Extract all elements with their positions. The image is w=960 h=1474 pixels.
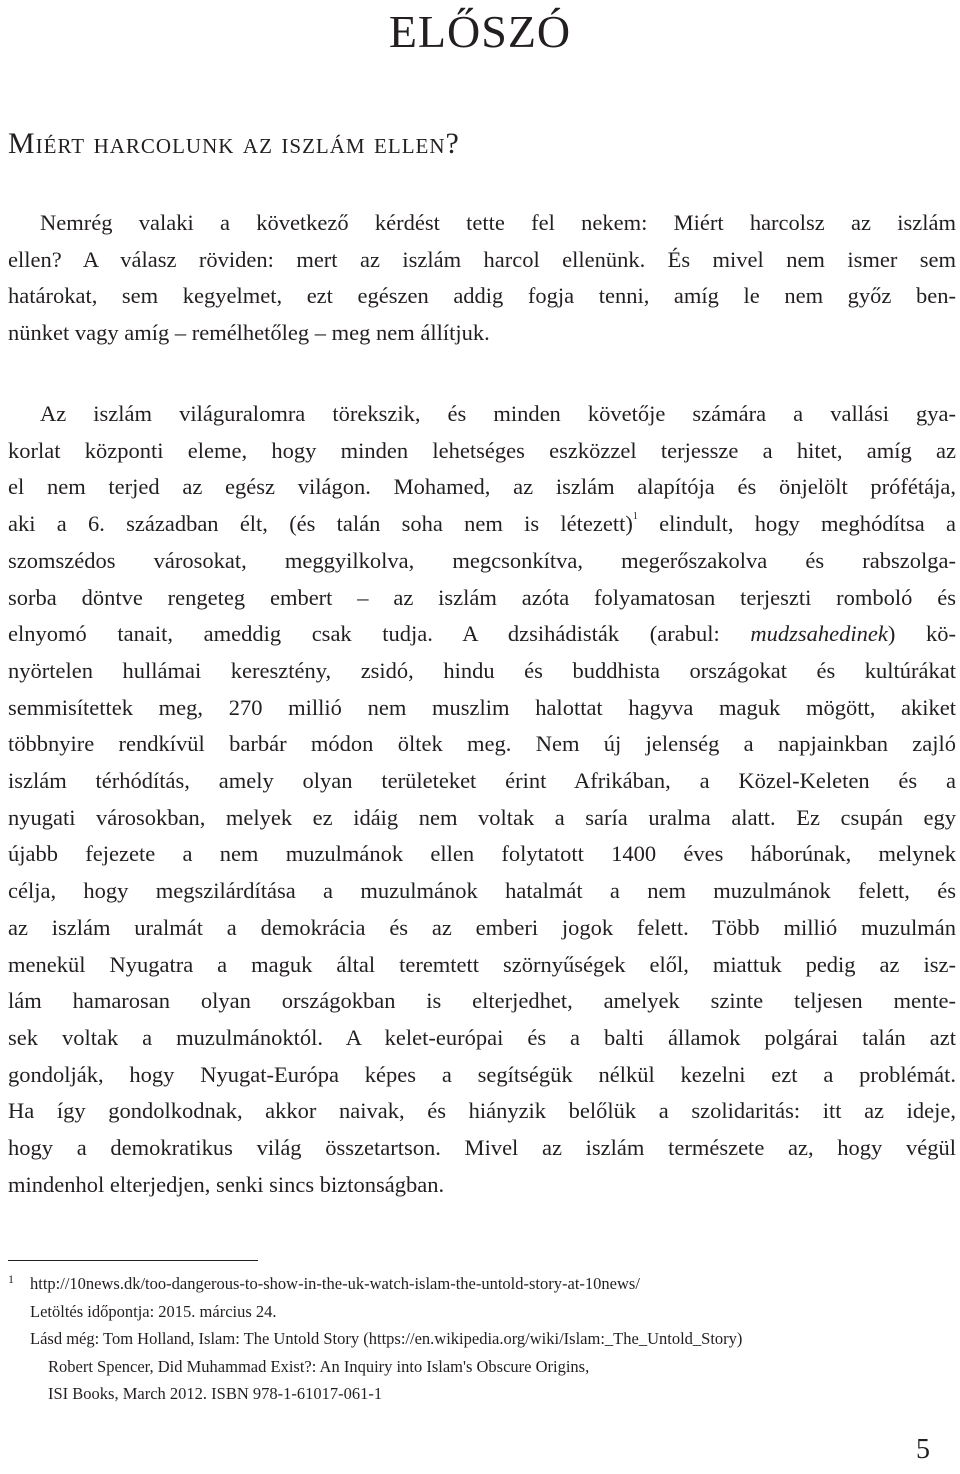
footnote-line: ISI Books, March 2012. ISBN 978-1-61017-061-1 <box>48 1384 383 1403</box>
paragraph-line: szomszédos városokat, meggyilkolva, megcsonkítva, megerőszakolva és rabszolga- <box>8 547 956 573</box>
paragraph-line: sorba döntve rengeteg embert – az iszlám azóta folyamatosan terjeszti romboló és <box>8 584 956 610</box>
paragraph-line: hogy a demokratikus világ összetartson. Mivel az iszlám természete az, hogy végül <box>8 1135 956 1161</box>
paragraph-line: határokat, sem kegyelmet, ezt egészen addig fogja tenni, amíg le nem győz ben- <box>8 283 956 309</box>
paragraph-line: újabb fejezete a nem muzulmánok ellen folytatott 1400 éves háborúnak, melynek <box>8 841 956 867</box>
paragraph-line: többnyire rendkívül barbár módon öltek meg. Nem új jelenség a napjainkban zajló <box>8 731 956 757</box>
paragraph-2 <box>8 396 956 1203</box>
paragraph-line: sek voltak a muzulmánoktól. A kelet-európai és a balti államok polgárai talán azt <box>8 1024 956 1050</box>
paragraph-line: gondolják, hogy Nyugat-Európa képes a segítségük nélkül kezelni ezt a problémát. <box>8 1061 956 1087</box>
footnote-line: Lásd még: Tom Holland, Islam: The Untold Story (https://en.wikipedia.org/wiki/Islam:_The_Untold_Story) <box>30 1329 743 1348</box>
paragraph-line: Ha így gondolkodnak, akkor naivak, és hiányzik belőlük a szolidaritás: itt az ideje, <box>8 1098 956 1124</box>
paragraph-1 <box>8 205 956 352</box>
footnote <box>8 1270 938 1408</box>
paragraph-line-with-footnote <box>8 506 956 543</box>
text-segment: ) kö- <box>887 621 956 647</box>
paragraph-line: nyugati városokban, melyek ez idáig nem voltak a saría uralma alatt. Ez csupán egy <box>8 804 956 830</box>
footnote-number: 1 <box>8 1272 14 1286</box>
footnote-line: Robert Spencer, Did Muhammad Exist?: An Inquiry into Islam's Obscure Origins, <box>48 1356 590 1376</box>
paragraph-line: ellen? A válasz röviden: mert az iszlám harcol ellenünk. És mivel nem ismer sem <box>8 246 956 272</box>
paragraph-line: el nem terjed az egész világon. Mohamed, az iszlám alapítója és önjelölt prófétája, <box>8 474 956 500</box>
paragraph-line: az iszlám uralmát a demokrácia és az emberi jogok felett. Több millió muzulmán <box>8 914 956 940</box>
paragraph-line: korlat központi eleme, hogy minden lehetséges eszközzel terjessze a hitet, amíg az <box>8 437 956 463</box>
page-number: 5 <box>916 1434 930 1465</box>
paragraph-line: iszlám térhódítás, amely olyan területeket érint Afrikában, a Közel-Keleten és a <box>8 768 956 794</box>
paragraph-line: célja, hogy megszilárdítása a muzulmánok hatalmát a nem muzulmánok felett, és <box>8 878 956 904</box>
paragraph-line: mindenhol elterjedjen, senki sincs biztonságban. <box>8 1171 445 1197</box>
paragraph-line: Nemrég valaki a következő kérdést tette fel nekem: Miért harcolsz az iszlám <box>40 210 956 235</box>
footnote-line: Letöltés időpontja: 2015. március 24. <box>30 1301 277 1321</box>
footnote-reference[interactable]: 1 <box>632 511 638 523</box>
paragraph-line: Az iszlám világuralomra törekszik, és minden követője számára a vallási gya- <box>40 401 956 426</box>
section-title: Miért harcolunk az iszlám ellen? <box>8 127 460 160</box>
footnote-link[interactable]: http://10news.dk/too-dangerous-to-show-in-the-uk-watch-islam-the-untold-story-at-10news/ <box>30 1274 640 1293</box>
paragraph-line: nyörtelen hullámai keresztény, zsidó, hindu és buddhista országokat és kultúrákat <box>8 657 956 683</box>
paragraph-line: nünket vagy amíg – remélhetőleg – meg nem állítjuk. <box>8 320 490 346</box>
chapter-title: ELŐSZÓ <box>388 6 572 57</box>
paragraph-line: menekül Nyugatra a maguk által teremtett szörnyűségek elől, miattuk pedig az isz- <box>8 951 956 977</box>
text-segment: elindult, hogy meghódítsa a <box>637 511 956 537</box>
paragraph-line: semmisítettek meg, 270 millió nem muszlim halottat hagyva maguk mögött, akiket <box>8 694 956 720</box>
paragraph-line: lám hamarosan olyan országokban is elterjedhet, amelyek szinte teljesen mente- <box>8 988 956 1014</box>
text-segment: aki a 6. században élt, (és talán soha nem is létezett) <box>8 511 633 537</box>
footnote-divider <box>8 1260 258 1261</box>
text-segment: elnyomó tanait, ameddig csak tudja. A dzsihádisták (arabul: <box>8 621 751 647</box>
paragraph-line-with-italic <box>8 616 956 653</box>
italic-term: mudzsahedinek <box>750 621 888 647</box>
